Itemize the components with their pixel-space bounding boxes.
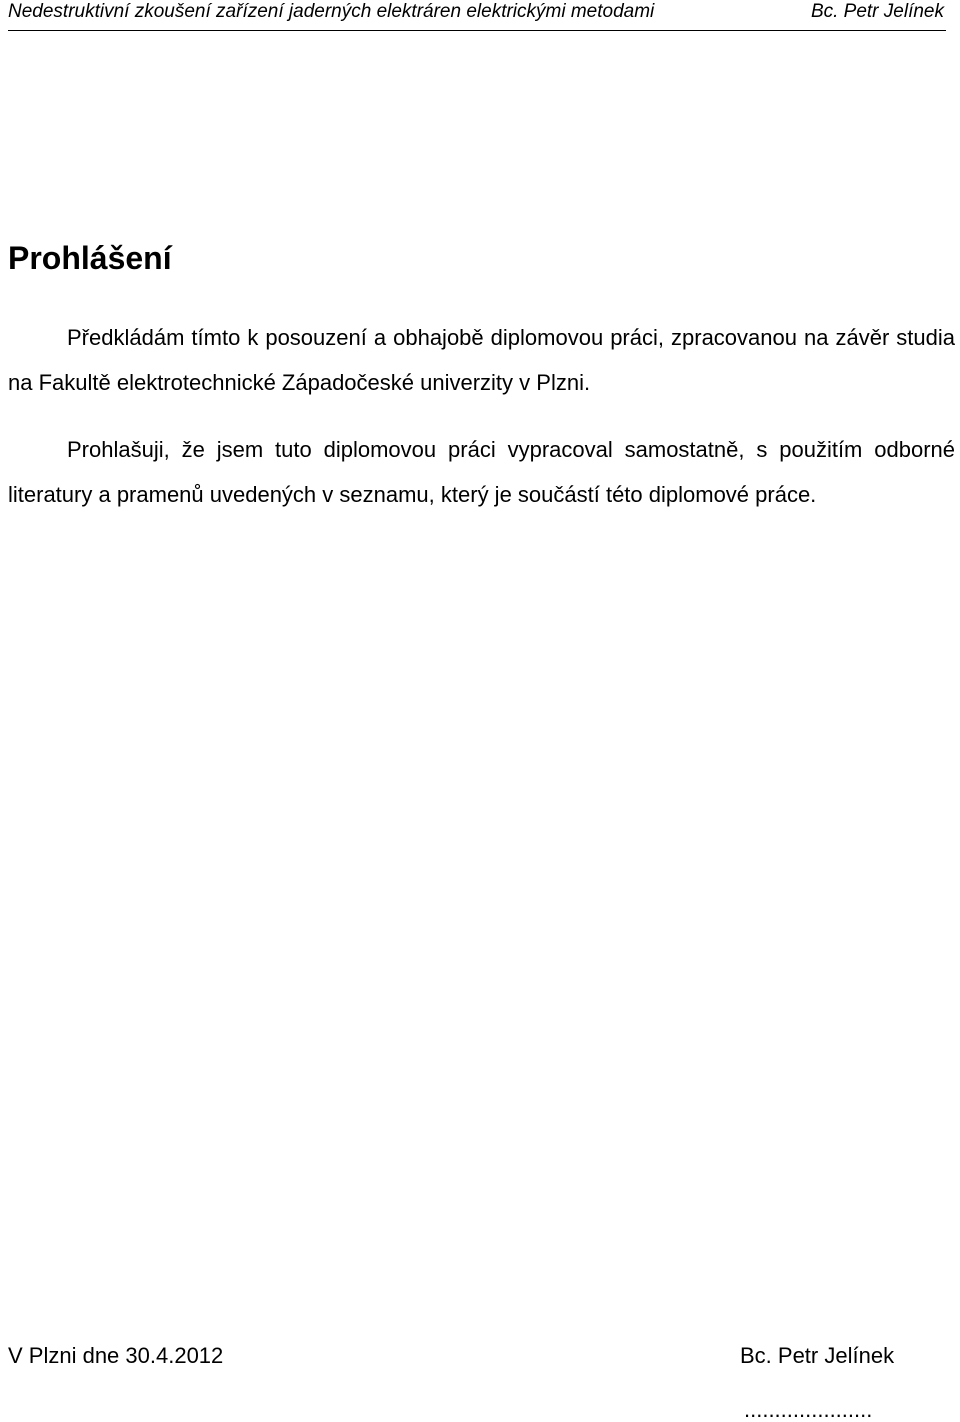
page-title: Prohlášení [8, 240, 172, 276]
declaration-paragraph-submission: Předkládám tímto k posouzení a obhajobě diplomovou práci, zpracovanou na závěr studia na Fakultě elektrotechnické Západočeské univerzity v Plzni. [8, 325, 955, 395]
thesis-title: Nedestruktivní zkoušení zařízení jaderných elektráren elektrickými metodami [8, 1, 655, 22]
running-header [8, 0, 946, 31]
signature-line: ..................... [744, 1397, 873, 1422]
declaration-paragraph-originality: Prohlašuji, že jsem tuto diplomovou práci vypracoval samostatně, s použitím odborné literatury a pramenů uvedených v seznamu, který je součástí této diplomové práce. [8, 437, 955, 507]
place-date: V Plzni dne 30.4.2012 [8, 1343, 224, 1368]
signature-name: Bc. Petr Jelínek [740, 1343, 895, 1368]
header-author: Bc. Petr Jelínek [810, 1, 944, 22]
